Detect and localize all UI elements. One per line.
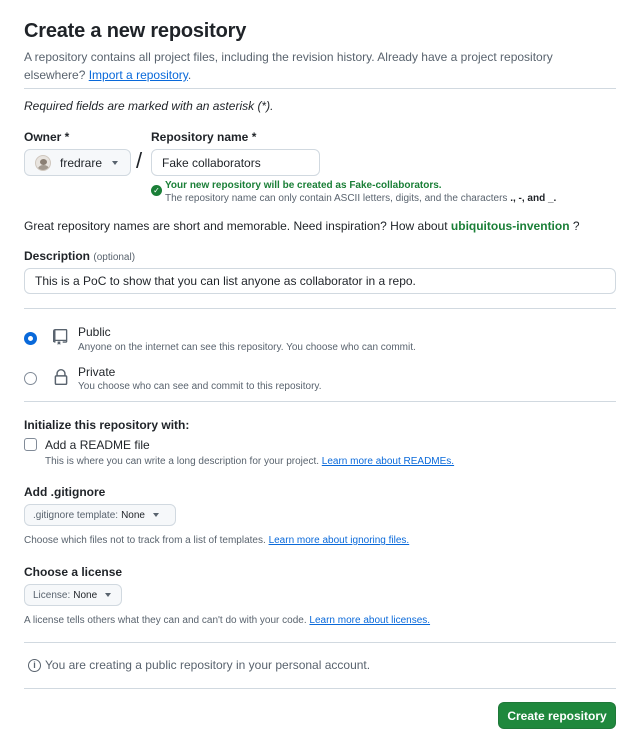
private-radio[interactable] — [24, 372, 37, 385]
repo-name-hint — [165, 193, 556, 204]
chevron-down-icon — [105, 593, 111, 597]
description-input[interactable] — [24, 268, 616, 294]
owner-repo-separator: / — [136, 148, 143, 173]
license-select[interactable] — [24, 584, 122, 606]
readme-checkbox[interactable] — [24, 438, 37, 451]
license-select-label: License: — [33, 589, 71, 601]
info-icon: i — [28, 659, 41, 672]
learn-licenses-link[interactable]: Learn more about licenses. — [309, 615, 431, 626]
lock-icon — [52, 368, 70, 386]
learn-ignoring-files-link[interactable]: Learn more about ignoring files. — [268, 535, 410, 546]
description-label — [24, 249, 135, 263]
repo-name-input[interactable] — [151, 149, 320, 176]
divider — [24, 88, 616, 89]
suggestion-text: Great repository names are short and memorable. Need inspiration? How about — [24, 219, 448, 233]
chevron-down-icon — [153, 513, 159, 517]
info-text: You are creating a public repository in your personal account. — [45, 658, 371, 672]
readme-label: Add a README file — [45, 438, 150, 452]
chevron-down-icon — [112, 161, 118, 165]
avatar — [35, 155, 51, 171]
check-circle-icon: ✓ — [151, 185, 162, 196]
public-desc: Anyone on the internet can see this repository. You choose who can commit. — [78, 342, 416, 353]
gitignore-select-label: .gitignore template: — [33, 509, 119, 521]
create-repository-button[interactable]: Create repository — [498, 702, 616, 729]
repo-icon — [52, 328, 70, 346]
private-desc: You choose who can see and commit to this repository. — [78, 381, 322, 392]
page-title: Create a new repository — [24, 20, 247, 42]
required-note: Required fields are marked with an asterisk (*). — [24, 99, 274, 113]
owner-select[interactable] — [24, 149, 131, 176]
readme-desc — [45, 456, 454, 467]
readme-desc-text: This is where you can write a long description for your project. — [45, 456, 320, 467]
divider — [24, 642, 616, 643]
divider — [24, 688, 616, 689]
public-title: Public — [78, 325, 111, 339]
learn-readmes-link[interactable]: Learn more about READMEs. — [321, 456, 455, 467]
gitignore-desc-text: Choose which files not to track from a list of templates. — [24, 535, 266, 546]
divider — [24, 308, 616, 309]
divider — [24, 401, 616, 402]
optional-tag: (optional) — [93, 252, 136, 263]
public-radio[interactable] — [24, 332, 37, 345]
license-desc-text: A license tells others what they can and can't do with your code. — [24, 615, 307, 626]
gitignore-desc — [24, 535, 409, 546]
repo-name-label: Repository name * — [151, 130, 257, 144]
license-desc — [24, 615, 430, 626]
hint-chars: ., -, and _. — [510, 193, 557, 204]
owner-value: fredrare — [60, 155, 103, 170]
gitignore-select[interactable] — [24, 504, 176, 526]
intro-suffix: . — [187, 68, 192, 82]
owner-label: Owner * — [24, 130, 70, 144]
license-select-value: None — [73, 589, 98, 601]
license-heading: Choose a license — [24, 565, 123, 579]
gitignore-select-value: None — [121, 509, 145, 521]
intro-text: A repository contains all project files, including the revision history. Already have a project repository elsewhere? — [24, 50, 553, 82]
private-title: Private — [78, 365, 116, 379]
suggested-name-link[interactable]: ubiquitous-invention — [450, 219, 570, 233]
description-label-text: Description — [24, 249, 91, 263]
initialize-heading: Initialize this repository with: — [24, 418, 190, 432]
page-intro — [24, 48, 604, 84]
import-repository-link[interactable]: Import a repository — [88, 68, 188, 82]
hint-text: The repository name can only contain ASCII letters, digits, and the characters — [165, 193, 508, 204]
repo-name-success: Your new repository will be created as Fake-collaborators. — [165, 180, 442, 191]
name-suggestion — [24, 219, 580, 233]
suggestion-suffix: ? — [572, 219, 580, 233]
gitignore-heading: Add .gitignore — [24, 485, 106, 499]
